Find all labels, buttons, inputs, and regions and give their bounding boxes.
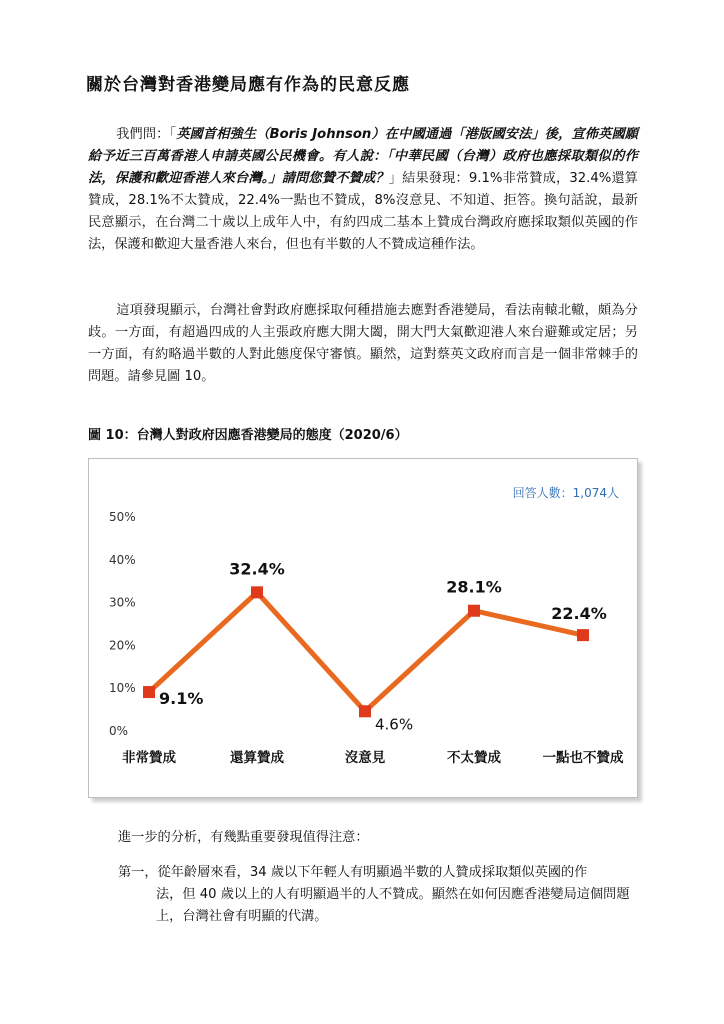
paragraph-3: 進一步的分析，有幾點重要發現值得注意： bbox=[118, 830, 369, 845]
y-tick-label: 10% bbox=[109, 681, 136, 696]
x-category-label: 非常贊成 bbox=[122, 750, 176, 766]
y-tick-label: 30% bbox=[109, 595, 136, 610]
data-value-label: 22.4% bbox=[551, 604, 607, 624]
data-point-marker bbox=[251, 586, 263, 598]
p1-result-text: 」結果發現：9.1%非常贊成，32.4%還算贊成，28.1%不太贊成，22.4%一點也不贊成，8%沒意見、不知道、拒答。換句話說，最新民意顯示，在台灣二十歲以上成年人中，有約四成二基本上贊成台灣政府應採取類似英國的作法，保護和歡迎大量香港人來台，但也有半數的人不贊成這種作法。 bbox=[88, 171, 638, 252]
paragraph-4 bbox=[118, 862, 638, 928]
x-category-label: 不太贊成 bbox=[447, 750, 501, 766]
x-category-label: 還算贊成 bbox=[230, 750, 284, 766]
line-chart bbox=[88, 458, 638, 798]
y-tick-label: 0% bbox=[109, 724, 129, 738]
p1-question-quote: 英國首相強生（Boris Johnson）在中國通過「港版國安法」後，宣佈英國願給予近三百萬香港人申請英國公民機會。有人說：「中華民國（台灣）政府也應採取類似的作法，保護和歡迎香港人來台灣。」請問您贊不贊成？ bbox=[88, 127, 638, 186]
p1-prefix: 我們問：「 bbox=[116, 127, 177, 142]
respondents-label: 回答人數：1,074人 bbox=[512, 486, 619, 500]
data-point-marker bbox=[143, 686, 155, 698]
chart-svg bbox=[89, 459, 637, 797]
data-value-label: 32.4% bbox=[229, 559, 285, 579]
document-title: 關於台灣對香港變局應有作為的民意反應 bbox=[86, 75, 410, 95]
data-value-label: 4.6% bbox=[375, 715, 414, 734]
paragraph-2 bbox=[88, 300, 638, 388]
y-tick-label: 20% bbox=[109, 638, 136, 653]
p2-text: 這項發現顯示，台灣社會對政府應採取何種措施去應對香港變局，看法南轅北轍，頗為分歧。一方面，有超過四成的人主張政府應大開大闔，開大門大氣歡迎港人來台避難或定居；另一方面，有約略過半數的人對此態度保守審慎。顯然，這對蔡英文政府而言是一個非常棘手的問題。請參見圖 10。 bbox=[88, 303, 638, 384]
data-point-marker bbox=[577, 629, 589, 641]
y-tick-label: 40% bbox=[109, 552, 136, 567]
y-axis bbox=[109, 510, 136, 738]
series-line bbox=[143, 559, 607, 733]
data-value-label: 9.1% bbox=[159, 689, 204, 709]
paragraph-1 bbox=[88, 124, 638, 256]
x-category-label: 沒意見 bbox=[344, 750, 386, 766]
p4-first-line: 第一，從年齡層來看，34 歲以下年輕人有明顯過半數的人贊成採取類似英國的作 bbox=[118, 865, 588, 880]
x-axis bbox=[122, 749, 624, 766]
y-tick-label: 50% bbox=[109, 510, 136, 524]
x-category-label: 一點也不贊成 bbox=[542, 750, 624, 766]
series-polyline bbox=[149, 592, 583, 711]
data-point-marker bbox=[468, 605, 480, 617]
data-point-marker bbox=[359, 705, 371, 717]
data-value-label: 28.1% bbox=[446, 577, 502, 597]
figure-caption: 圖 10：台灣人對政府因應香港變局的態度（2020/6） bbox=[88, 428, 408, 443]
p4-continuation: 法，但 40 歲以上的人有明顯過半的人不贊成。顯然在如何因應香港變局這個問題上，台灣社會有明顯的代溝。 bbox=[156, 887, 630, 924]
